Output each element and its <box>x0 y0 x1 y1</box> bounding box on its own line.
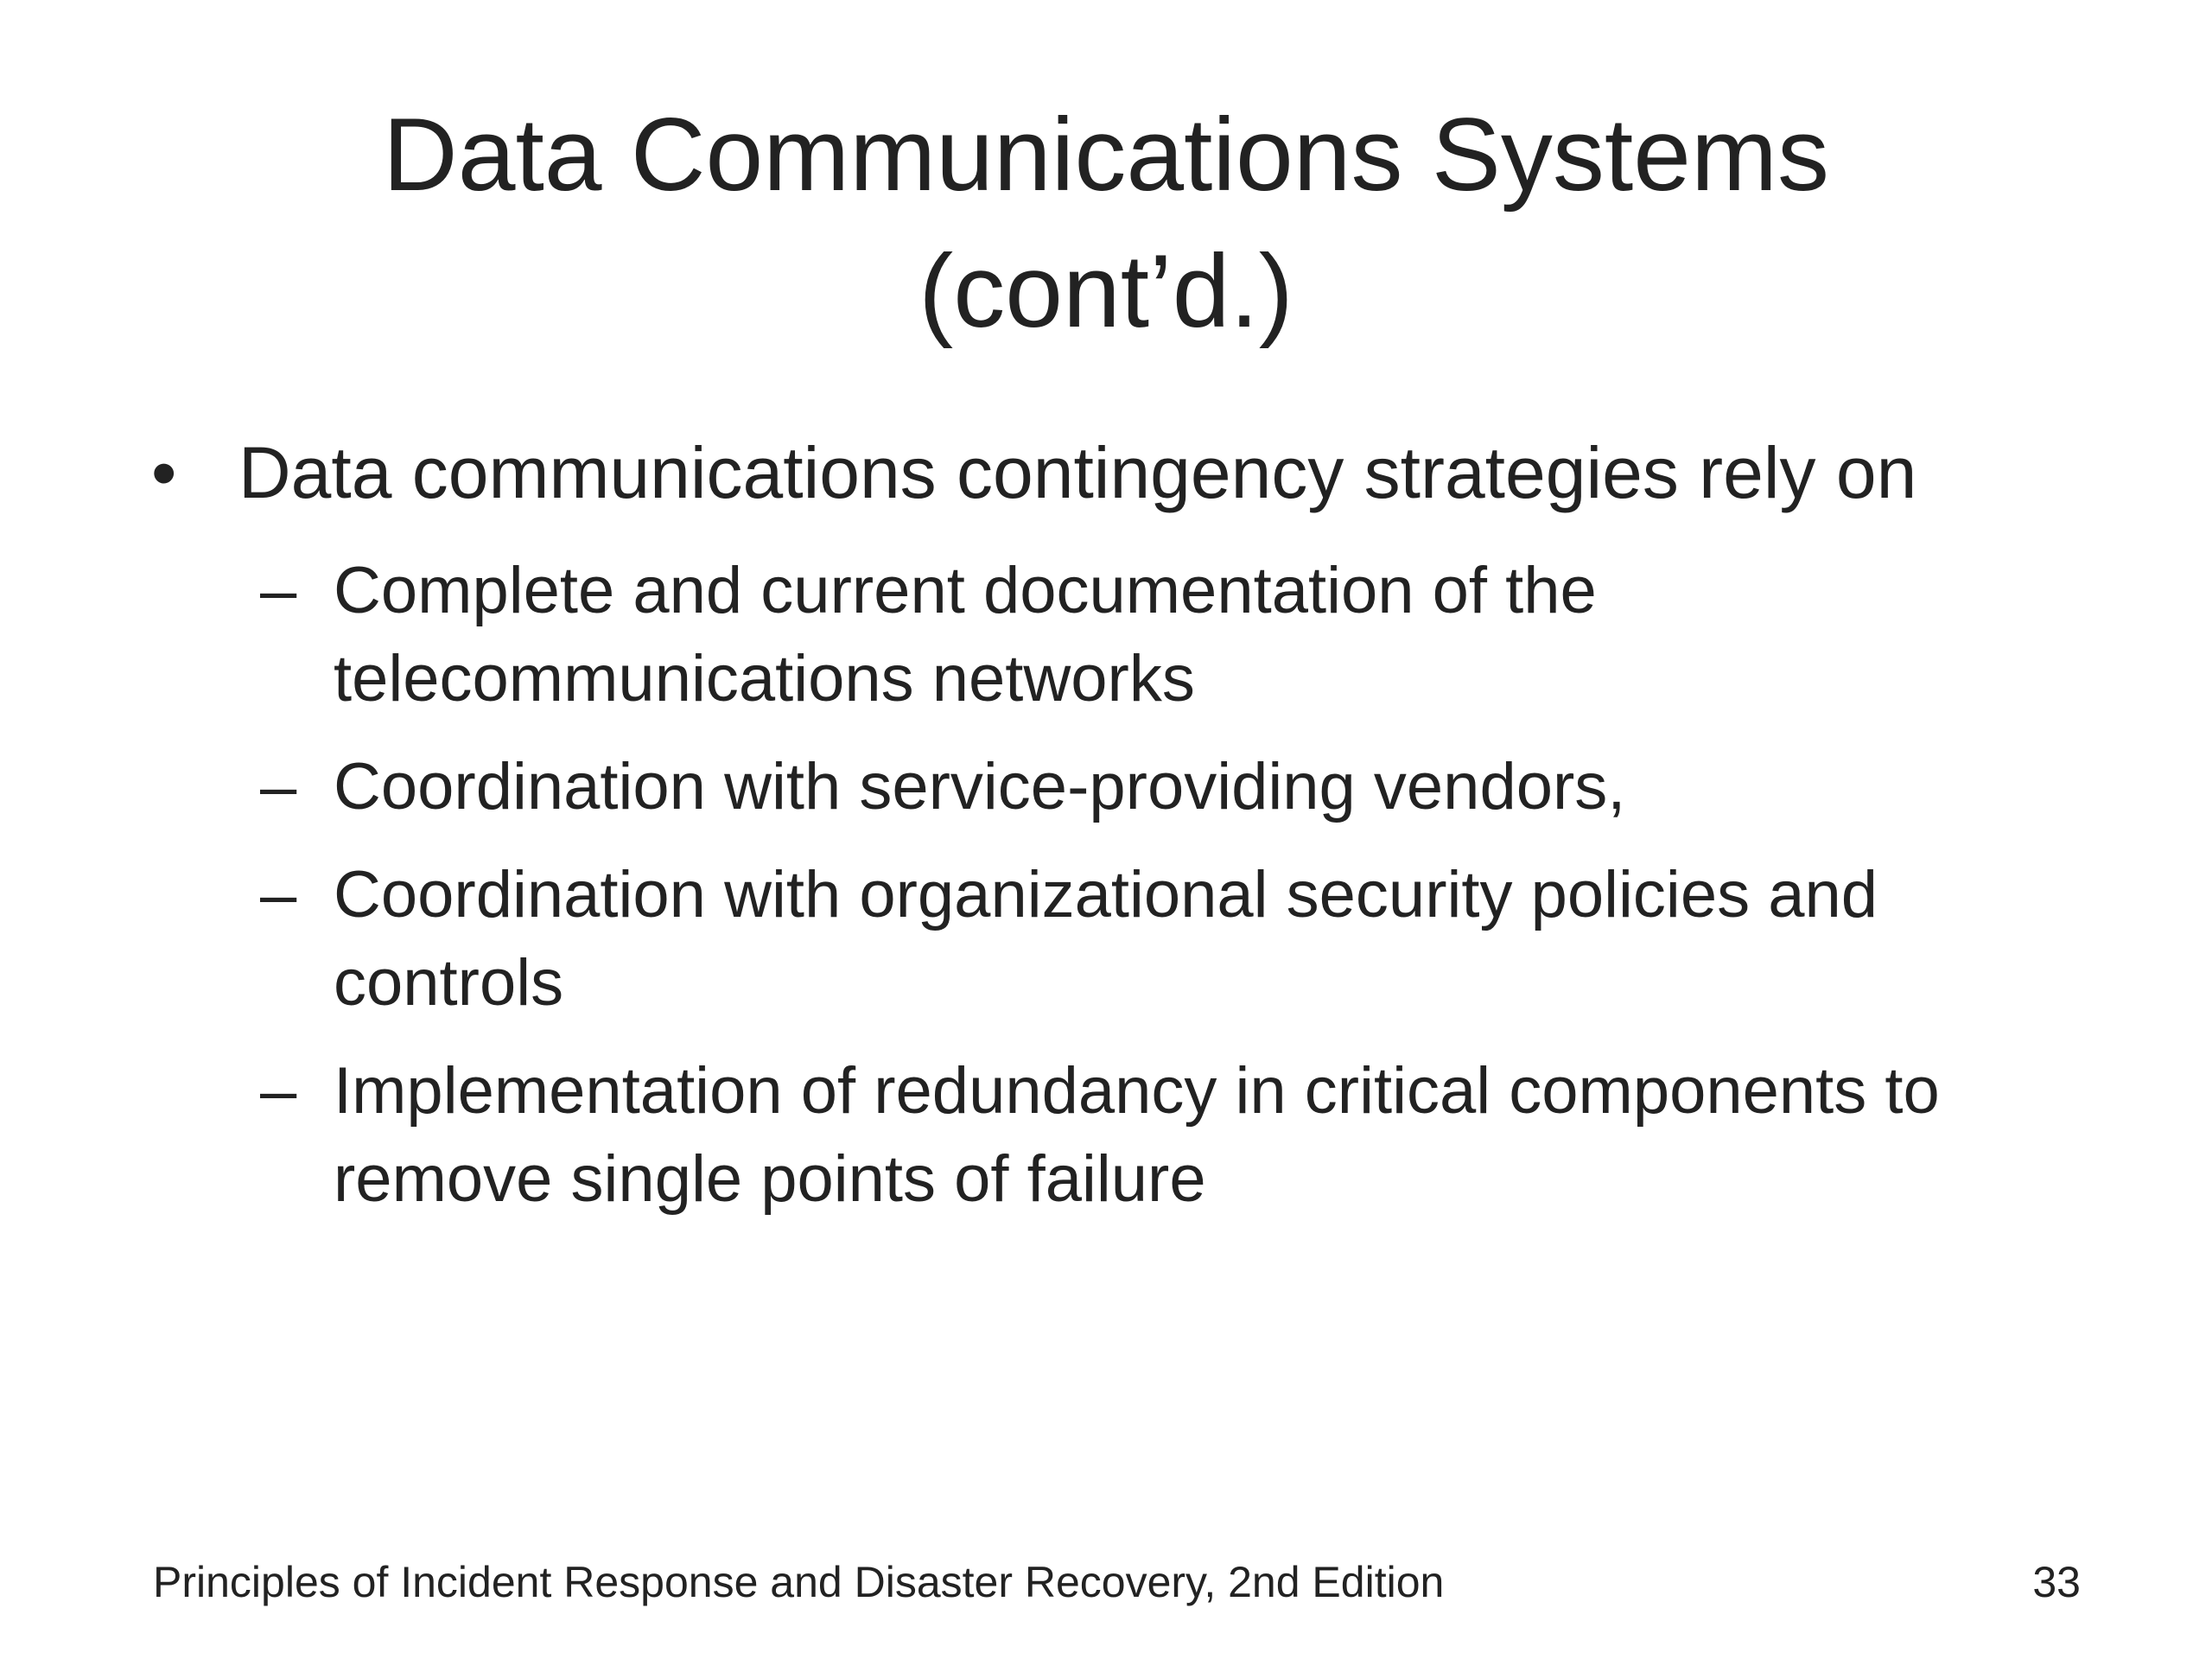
bullet-text: Data communications contingency strategies rely on <box>238 432 1917 513</box>
slide-content <box>151 425 2139 1243</box>
slide-title <box>0 86 2212 359</box>
bullet-item <box>151 425 2139 521</box>
dash-marker: – <box>260 1054 297 1128</box>
sub-bullet-list <box>151 547 2139 1224</box>
dash-marker: – <box>260 554 297 627</box>
dash-marker: – <box>260 750 297 823</box>
footer-page-number: 33 <box>2032 1558 2081 1606</box>
title-line-2: (cont’d.) <box>918 233 1294 349</box>
sub-bullet-item <box>151 851 2052 1027</box>
footer-book-title: Principles of Incident Response and Disaster Recovery, 2nd Edition <box>153 1558 1445 1606</box>
title-line-1: Data Communications Systems <box>383 97 1829 213</box>
dash-marker: – <box>260 858 297 931</box>
sub-bullet-text: Complete and current documentation of the telecommunications networks <box>334 554 1597 715</box>
sub-bullet-text: Coordination with organizational security policies and controls <box>334 858 1878 1020</box>
sub-bullet-text: Coordination with service-providing vendors, <box>334 750 1626 823</box>
sub-bullet-item <box>151 547 2052 723</box>
sub-bullet-text: Implementation of redundancy in critical components to remove single points of failure <box>334 1054 1940 1216</box>
sub-bullet-item <box>151 1047 2052 1224</box>
sub-bullet-item <box>151 743 2052 831</box>
bullet-marker: • <box>151 432 177 513</box>
